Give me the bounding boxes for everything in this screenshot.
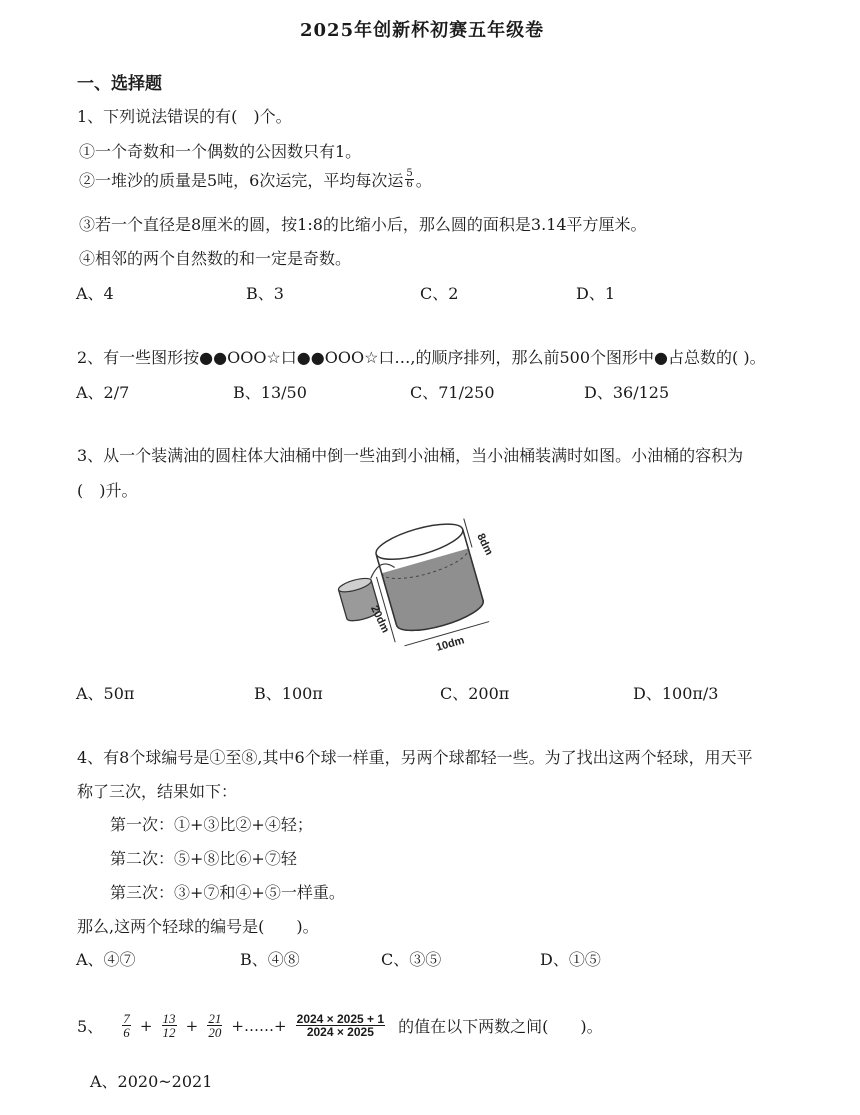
plus-sign: + xyxy=(139,1016,153,1035)
q1-statement-2-end: 。 xyxy=(415,171,432,190)
q5-number: 5、 xyxy=(77,1017,104,1036)
q2-option-d: D、36/125 xyxy=(584,383,670,402)
q4-option-b: B、④⑧ xyxy=(240,950,300,969)
q1-statement-1: ①一个奇数和一个偶数的公因数只有1。 xyxy=(79,142,362,161)
q1-statement-4: ④相邻的两个自然数的和一定是奇数。 xyxy=(79,249,352,268)
fraction-21-20 xyxy=(207,1012,222,1039)
q5-option-a: A、2020~2021 xyxy=(90,1072,213,1091)
q5-expression xyxy=(77,1012,603,1039)
q4-stem-line1: 4、有8个球编号是①至⑧,其中6个球一样重，另两个球都轻一些。为了找出这两个轻球，用天平 xyxy=(77,748,753,767)
q2-option-c: C、71/250 xyxy=(410,383,495,402)
q2-stem: 2、有一些图形按●●OOO☆口●●OOO☆口…,的顺序排列，那么前500个图形中●占总数的( )。 xyxy=(77,348,766,367)
fraction-numerator: 2024 × 2025 + 1 xyxy=(296,1012,385,1026)
fraction-7-6 xyxy=(122,1012,131,1039)
fraction-denominator: 20 xyxy=(208,1025,222,1040)
fraction-last-term xyxy=(296,1013,385,1038)
fraction-five-sixths xyxy=(405,169,413,190)
q3-option-b: B、100π xyxy=(254,684,323,703)
q3-stem-line2: ( )升。 xyxy=(77,481,138,500)
fraction-denominator: 6 xyxy=(406,179,413,190)
oil-barrel-figure xyxy=(325,505,515,655)
fraction-denominator: 2024 × 2025 xyxy=(306,1025,374,1039)
q1-option-c: C、2 xyxy=(420,284,459,303)
q1-statement-2 xyxy=(79,168,432,191)
q4-ask: 那么,这两个轻球的编号是( )。 xyxy=(77,917,319,936)
fraction-numerator: 21 xyxy=(208,1011,222,1026)
q2-option-b: B、13/50 xyxy=(233,383,307,402)
q4-option-c: C、③⑤ xyxy=(381,950,442,969)
fraction-denominator: 6 xyxy=(123,1025,130,1040)
fraction-denominator: 12 xyxy=(162,1025,176,1040)
q2-option-a: A、2/7 xyxy=(76,383,130,402)
q4-option-a: A、④⑦ xyxy=(76,950,136,969)
ellipsis-sum: +……+ xyxy=(231,1016,287,1035)
q1-option-d: D、1 xyxy=(576,284,616,303)
q3-stem-line1: 3、从一个装满油的圆柱体大油桶中倒一些油到小油桶，当小油桶装满时如图。小油桶的容积为 xyxy=(77,446,744,465)
q1-statement-2-text: ②一堆沙的质量是5吨，6次运完，平均每次运 xyxy=(79,171,404,190)
dim-label-10dm: 10dm xyxy=(434,634,466,654)
q4-stem-line2: 称了三次，结果如下： xyxy=(77,782,238,801)
q1-option-a: A、4 xyxy=(76,284,114,303)
q1-stem: 1、下列说法错误的有( )个。 xyxy=(77,107,292,126)
fraction-numerator: 5 xyxy=(406,168,413,179)
fraction-numerator: 7 xyxy=(123,1011,130,1026)
q3-option-c: C、200π xyxy=(440,684,510,703)
q5-tail: 的值在以下两数之间( )。 xyxy=(398,1017,603,1036)
fraction-13-12 xyxy=(162,1012,177,1039)
q3-option-d: D、100π/3 xyxy=(633,684,719,703)
q3-option-a: A、50π xyxy=(76,684,135,703)
q4-option-d: D、①⑤ xyxy=(540,950,601,969)
q4-weighing-2: 第二次：⑤+⑧比⑥+⑦轻 xyxy=(110,849,297,868)
q4-weighing-1: 第一次：①+③比②+④轻； xyxy=(110,815,313,834)
dim-label-20dm: 20dm xyxy=(368,603,392,635)
q1-option-b: B、3 xyxy=(246,284,284,303)
section-heading: 一、选择题 xyxy=(77,74,162,94)
q4-weighing-3: 第三次：③+⑦和④+⑤一样重。 xyxy=(110,883,345,902)
q1-statement-3: ③若一个直径是8厘米的圆，按1:8的比缩小后，那么圆的面积是3.14平方厘米。 xyxy=(79,215,647,234)
plus-sign: + xyxy=(185,1016,199,1035)
page-title: 2025年创新杯初赛五年级卷 xyxy=(300,20,545,41)
fraction-numerator: 13 xyxy=(162,1011,176,1026)
dim-label-8dm: 8dm xyxy=(474,531,495,558)
